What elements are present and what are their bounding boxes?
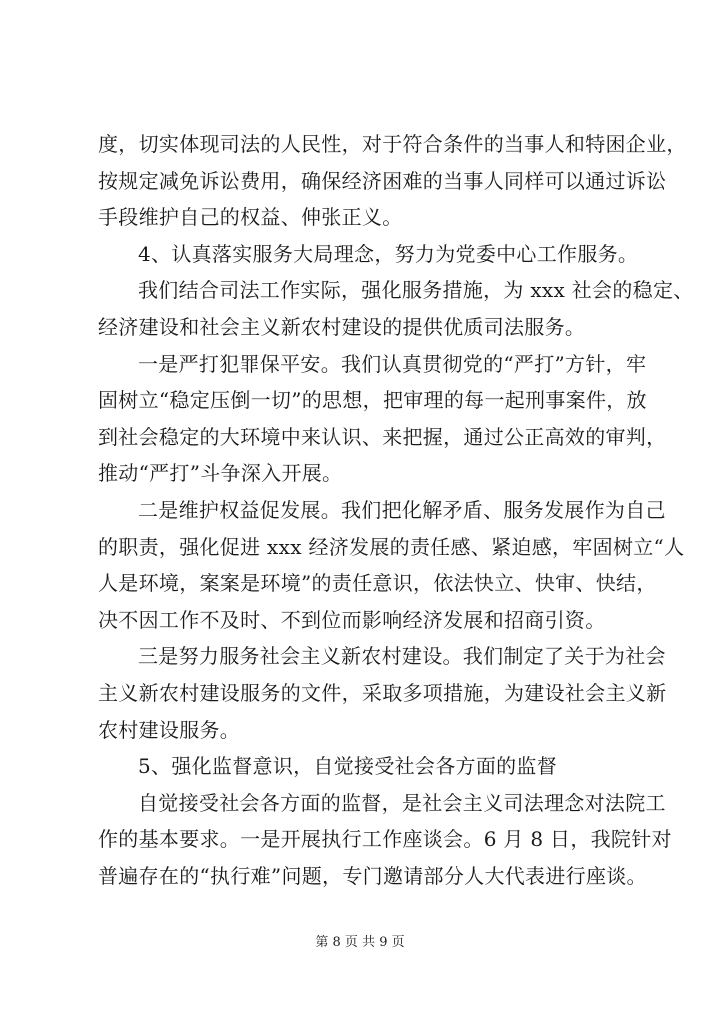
text-line: 普遍存在的“执行难”问题，专门邀请部分人大代表进行座谈。	[98, 863, 647, 888]
text-line: 到社会稳定的大环境中来认识、来把握，通过公正高效的审判，	[98, 424, 667, 449]
text-line: 三是努力服务社会主义新农村建设。我们制定了关于为社会	[138, 644, 666, 669]
text-line: 的职责，强化促进 xxx 经济发展的责任感、紧迫感，牢固树立“人	[98, 534, 685, 559]
text-line: 手段维护自己的权益、伸张正义。	[98, 205, 403, 230]
text-line: 经济建设和社会主义新农村建设的提供优质司法服务。	[98, 314, 586, 339]
text-line: 度，切实体现司法的人民性，对于符合条件的当事人和特困企业，	[98, 132, 687, 156]
text-line: 农村建设服务。	[98, 717, 241, 742]
body-text	[98, 126, 694, 894]
page-footer	[0, 934, 720, 952]
section-heading: 5、强化监督意识，自觉接受社会各方面的监督	[138, 754, 558, 779]
text-line: 固树立“稳定压倒一切”的思想，把审理的每一起刑事案件，放	[98, 388, 647, 413]
text-line: 按规定减免诉讼费用，确保经济困难的当事人同样可以通过诉讼	[98, 168, 667, 193]
text-line: 推动“严打”斗争深入开展。	[98, 461, 343, 486]
text-line: 决不因工作不及时、不到位而影响经济发展和招商引资。	[98, 607, 606, 632]
text-line: 我们结合司法工作实际，强化服务措施，为 xxx 社会的稳定、	[138, 278, 694, 303]
page-number: 第 8 页 共 9 页	[315, 935, 405, 950]
text-line: 二是维护权益促发展。我们把化解矛盾、服务发展作为自己	[138, 497, 666, 522]
text-line: 一是严打犯罪保平安。我们认真贯彻党的“严打”方针，牢	[138, 351, 647, 376]
text-line: 人是环境，案案是环境”的责任意识，依法快立、快审、快结，	[98, 571, 657, 596]
text-line: 作的基本要求。一是开展执行工作座谈会。6 月 8 日，我院针对	[98, 827, 672, 852]
text-line: 自觉接受社会各方面的监督，是社会主义司法理念对法院工	[138, 790, 666, 815]
section-heading: 4、认真落实服务大局理念，努力为党委中心工作服务。	[138, 241, 639, 266]
text-line: 主义新农村建设服务的文件，采取多项措施，为建设社会主义新	[98, 680, 667, 705]
